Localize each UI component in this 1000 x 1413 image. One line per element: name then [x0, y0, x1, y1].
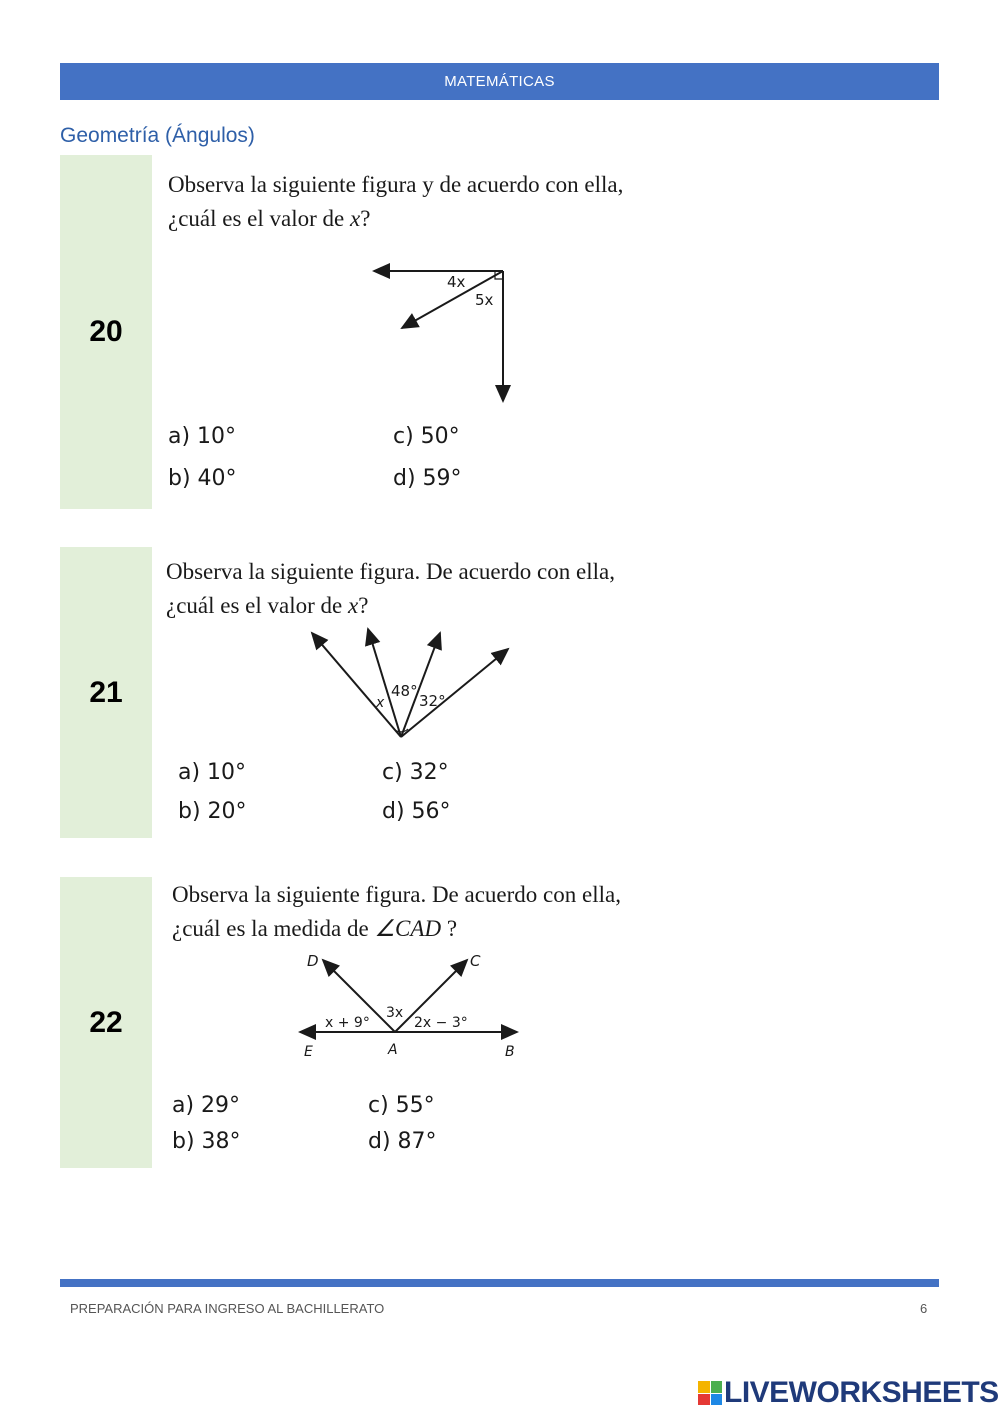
q20-option-a[interactable]: a) 10°: [168, 424, 237, 449]
q21-option-a[interactable]: a) 10°: [178, 760, 247, 785]
fig21-ray-1: [312, 633, 401, 737]
question-21-text: [166, 555, 615, 623]
figure-22: [295, 948, 525, 1063]
question-number-21: 21: [60, 547, 152, 838]
fig22-label-2x3: 2x − 3°: [414, 1015, 468, 1031]
q22-option-b[interactable]: b) 38°: [172, 1129, 241, 1154]
question-22-line1: Observa la siguiente figura. De acuerdo con ella,: [172, 882, 621, 907]
q20-option-b[interactable]: b) 40°: [168, 466, 237, 491]
q20-option-d[interactable]: d) 59°: [393, 466, 462, 491]
fig22-label-3x: 3x: [386, 1005, 404, 1021]
brand-logo[interactable]: [698, 1376, 999, 1410]
fig22-label-b: B: [505, 1044, 515, 1060]
footer-bar: [60, 1279, 939, 1287]
question-20-line2: ¿cuál es el valor de x?: [168, 206, 371, 231]
question-number-22: 22: [60, 877, 152, 1168]
page-number: 6: [920, 1301, 928, 1316]
fig21-label-48: 48°: [391, 682, 418, 700]
liveworksheets-icon: [698, 1381, 722, 1405]
q22-option-d[interactable]: d) 87°: [368, 1129, 437, 1154]
q20-option-c[interactable]: c) 50°: [393, 424, 460, 449]
fig22-label-c: C: [470, 952, 481, 970]
footer-title: PREPARACIÓN PARA INGRESO AL BACHILLERATO: [70, 1301, 385, 1316]
q21-option-b[interactable]: b) 20°: [178, 799, 247, 824]
fig22-label-e: E: [304, 1044, 313, 1060]
question-number-20: 20: [60, 155, 152, 509]
section-title: Geometría (Ángulos): [60, 124, 255, 147]
brand-text: LIVEWORKSHEETS: [724, 1376, 999, 1409]
q22-option-c[interactable]: c) 55°: [368, 1093, 435, 1118]
fig22-label-x9: x + 9°: [325, 1015, 370, 1031]
fig20-label-5x: 5x: [475, 291, 494, 309]
fig21-label-32: 32°: [419, 692, 446, 710]
figure-21: [300, 625, 520, 750]
question-21-line1: Observa la siguiente figura. De acuerdo con ella,: [166, 559, 615, 584]
figure-20: [360, 255, 530, 415]
fig20-label-4x: 4x: [447, 273, 466, 291]
fig21-label-x: x: [376, 695, 385, 711]
q21-option-c[interactable]: c) 32°: [382, 760, 449, 785]
fig22-label-a: A: [388, 1042, 398, 1058]
header-title: MATEMÁTICAS: [444, 73, 555, 90]
fig22-label-d: D: [307, 952, 319, 970]
question-22-line2: ¿cuál es la medida de ∠CAD ?: [172, 916, 458, 941]
question-21-line2: ¿cuál es el valor de x?: [166, 593, 369, 618]
question-20-text: [168, 168, 623, 236]
question-22-text: [172, 878, 621, 946]
header-bar: [60, 63, 939, 100]
q22-option-a[interactable]: a) 29°: [172, 1093, 241, 1118]
q21-option-d[interactable]: d) 56°: [382, 799, 451, 824]
question-20-line1: Observa la siguiente figura y de acuerdo con ella,: [168, 172, 624, 197]
